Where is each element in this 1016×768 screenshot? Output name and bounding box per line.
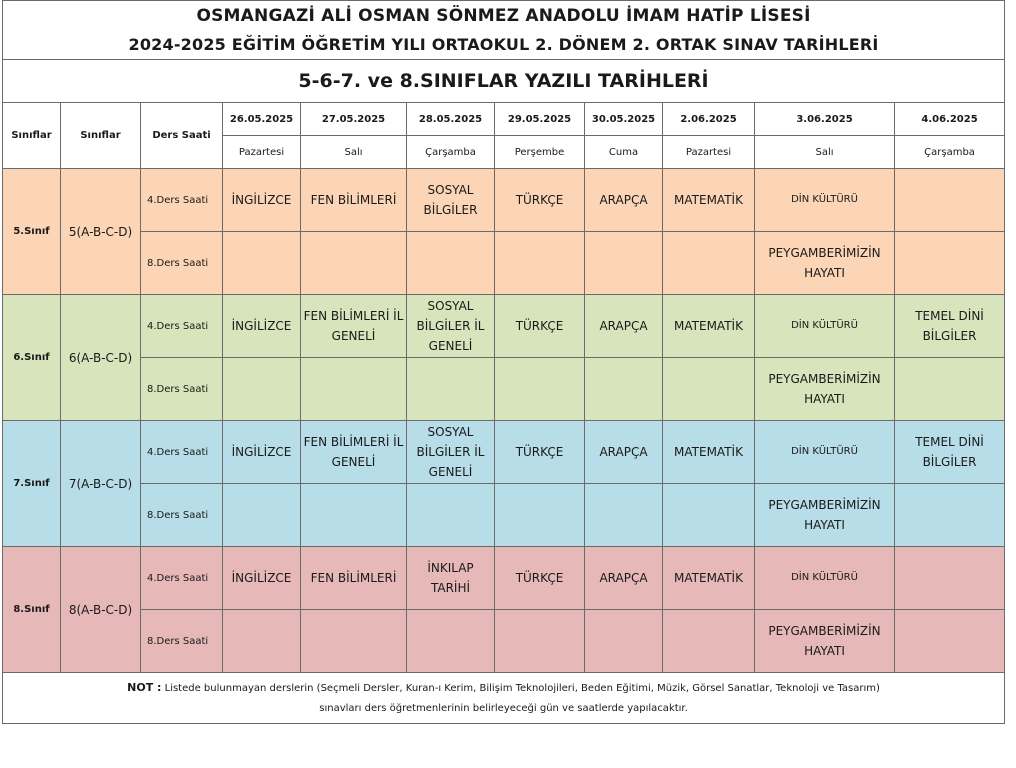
lesson-hour: 4.Ders Saati [141, 169, 223, 232]
header-date-5: 30.05.2025 [585, 103, 663, 136]
header-date-3: 28.05.2025 [407, 103, 495, 136]
exam-cell [407, 232, 495, 295]
exam-cell [585, 358, 663, 421]
exam-cell: İNGİLİZCE [223, 169, 301, 232]
grade-label: 6.Sınıf [3, 295, 61, 421]
exam-cell: PEYGAMBERİMİZİN HAYATI [755, 232, 895, 295]
exam-cell [663, 484, 755, 547]
lesson-hour: 8.Ders Saati [141, 358, 223, 421]
exam-cell: DİN KÜLTÜRÜ [755, 547, 895, 610]
exam-cell: MATEMATİK [663, 547, 755, 610]
exam-cell [495, 232, 585, 295]
exam-cell [895, 610, 1005, 673]
grade-label: 5.Sınıf [3, 169, 61, 295]
header-date-7: 3.06.2025 [755, 103, 895, 136]
exam-cell: TEMEL DİNİ BİLGİLER [895, 295, 1005, 358]
exam-cell [223, 232, 301, 295]
section-title: 5-6-7. ve 8.SINIFLAR YAZILI TARİHLERİ [3, 60, 1005, 103]
exam-cell [301, 232, 407, 295]
exam-cell: DİN KÜLTÜRÜ [755, 169, 895, 232]
exam-cell: FEN BİLİMLERİ İL GENELİ [301, 295, 407, 358]
lesson-hour: 8.Ders Saati [141, 484, 223, 547]
exam-cell: TÜRKÇE [495, 169, 585, 232]
table-row [3, 232, 1005, 295]
header-day-7: Salı [755, 136, 895, 169]
header-ders-saati: Ders Saati [141, 103, 223, 169]
exam-schedule-table [2, 0, 1005, 724]
header-date-1: 26.05.2025 [223, 103, 301, 136]
exam-cell [663, 232, 755, 295]
exam-cell [407, 484, 495, 547]
exam-cell: FEN BİLİMLERİ [301, 547, 407, 610]
school-title: OSMANGAZİ ALİ OSMAN SÖNMEZ ANADOLU İMAM HATİP LİSESİ [3, 1, 1005, 31]
table-row [3, 169, 1005, 232]
exam-cell: DİN KÜLTÜRÜ [755, 421, 895, 484]
exam-cell [585, 610, 663, 673]
exam-cell [495, 610, 585, 673]
exam-cell: ARAPÇA [585, 421, 663, 484]
exam-cell: ARAPÇA [585, 295, 663, 358]
grade-label: 8.Sınıf [3, 547, 61, 673]
exam-cell [223, 358, 301, 421]
exam-cell: MATEMATİK [663, 421, 755, 484]
exam-cell [895, 169, 1005, 232]
exam-cell [301, 484, 407, 547]
header-day-1: Pazartesi [223, 136, 301, 169]
table-row [3, 484, 1005, 547]
exam-cell [407, 358, 495, 421]
exam-cell [585, 484, 663, 547]
header-day-2: Salı [301, 136, 407, 169]
header-date-6: 2.06.2025 [663, 103, 755, 136]
exam-cell [407, 610, 495, 673]
exam-cell: SOSYAL BİLGİLER İL GENELİ [407, 295, 495, 358]
exam-cell [223, 610, 301, 673]
exam-cell [495, 358, 585, 421]
schedule-title: 2024-2025 EĞİTİM ÖĞRETİM YILI ORTAOKUL 2. DÖNEM 2. ORTAK SINAV TARİHLERİ [3, 30, 1005, 60]
exam-cell: TÜRKÇE [495, 421, 585, 484]
grade-label: 7.Sınıf [3, 421, 61, 547]
table-row [3, 295, 1005, 358]
note-text-1: Listede bulunmayan derslerin (Seçmeli Dersler, Kuran-ı Kerim, Bilişim Teknolojileri, Beden Eğitimi, Müzik, Görsel Sanatlar, Teknoloji ve Tasarım) [164, 682, 880, 694]
exam-cell: PEYGAMBERİMİZİN HAYATI [755, 610, 895, 673]
grade-group: 5(A-B-C-D) [61, 169, 141, 295]
exam-cell [895, 547, 1005, 610]
exam-cell: PEYGAMBERİMİZİN HAYATI [755, 484, 895, 547]
exam-cell: İNKILAP TARİHİ [407, 547, 495, 610]
header-siniflar-2: Sınıflar [61, 103, 141, 169]
note-label: NOT : [127, 680, 162, 694]
header-day-3: Çarşamba [407, 136, 495, 169]
grade-group: 6(A-B-C-D) [61, 295, 141, 421]
header-siniflar-1: Sınıflar [3, 103, 61, 169]
table-row [3, 547, 1005, 610]
exam-cell [895, 232, 1005, 295]
exam-cell: MATEMATİK [663, 295, 755, 358]
header-day-4: Perşembe [495, 136, 585, 169]
exam-cell: DİN KÜLTÜRÜ [755, 295, 895, 358]
grade-group: 8(A-B-C-D) [61, 547, 141, 673]
header-day-8: Çarşamba [895, 136, 1005, 169]
table-row [3, 421, 1005, 484]
header-day-6: Pazartesi [663, 136, 755, 169]
table-row [3, 358, 1005, 421]
exam-cell: TEMEL DİNİ BİLGİLER [895, 421, 1005, 484]
header-date-2: 27.05.2025 [301, 103, 407, 136]
lesson-hour: 4.Ders Saati [141, 421, 223, 484]
exam-cell [223, 484, 301, 547]
exam-cell [663, 358, 755, 421]
exam-cell [895, 484, 1005, 547]
note-text-2: sınavları ders öğretmenlerinin belirleyeceği gün ve saatlerde yapılacaktır. [319, 702, 688, 714]
exam-cell: SOSYAL BİLGİLER [407, 169, 495, 232]
header-date-8: 4.06.2025 [895, 103, 1005, 136]
exam-cell: TÜRKÇE [495, 547, 585, 610]
lesson-hour: 4.Ders Saati [141, 295, 223, 358]
exam-cell: İNGİLİZCE [223, 421, 301, 484]
lesson-hour: 4.Ders Saati [141, 547, 223, 610]
grade-group: 7(A-B-C-D) [61, 421, 141, 547]
table-row [3, 610, 1005, 673]
exam-cell: SOSYAL BİLGİLER İL GENELİ [407, 421, 495, 484]
exam-cell: FEN BİLİMLERİ İL GENELİ [301, 421, 407, 484]
exam-cell: ARAPÇA [585, 169, 663, 232]
exam-cell [301, 610, 407, 673]
exam-cell: İNGİLİZCE [223, 295, 301, 358]
exam-cell: ARAPÇA [585, 547, 663, 610]
exam-cell: FEN BİLİMLERİ [301, 169, 407, 232]
exam-cell [495, 484, 585, 547]
exam-cell [663, 610, 755, 673]
exam-cell: TÜRKÇE [495, 295, 585, 358]
lesson-hour: 8.Ders Saati [141, 232, 223, 295]
exam-cell [301, 358, 407, 421]
exam-cell: İNGİLİZCE [223, 547, 301, 610]
exam-cell [585, 232, 663, 295]
exam-cell: PEYGAMBERİMİZİN HAYATI [755, 358, 895, 421]
exam-cell: MATEMATİK [663, 169, 755, 232]
header-day-5: Cuma [585, 136, 663, 169]
lesson-hour: 8.Ders Saati [141, 610, 223, 673]
footer-note [3, 673, 1005, 724]
exam-cell [895, 358, 1005, 421]
header-date-4: 29.05.2025 [495, 103, 585, 136]
